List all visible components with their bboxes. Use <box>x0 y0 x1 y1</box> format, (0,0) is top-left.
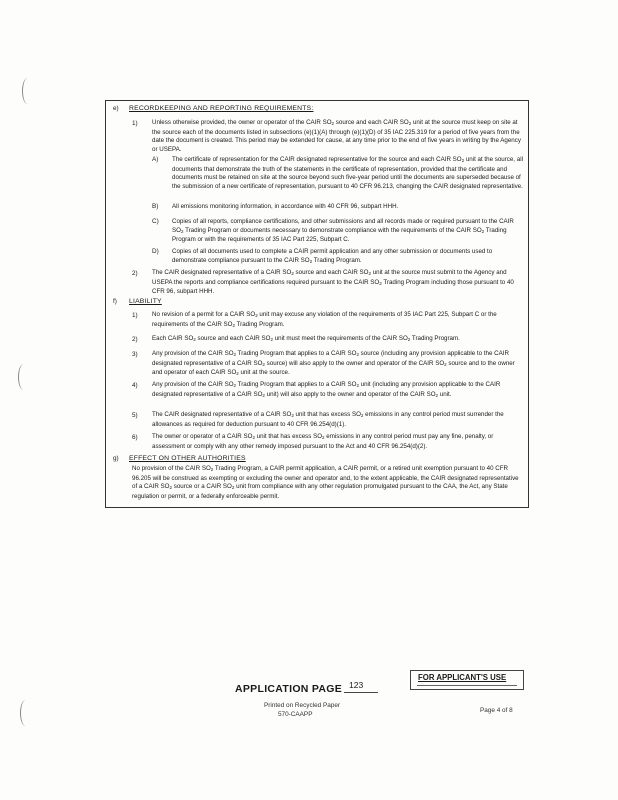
printed-on-recycled-paper: Printed on Recycled Paper <box>264 702 341 709</box>
section-f-item-5-text: The CAIR designated representative of a CAIR $SO_2$ unit that has excess $SO_2$ emissions in any control period must surrender the allowances as required for deduction pursuant to 40 CFR 96.254(d)(1). <box>152 411 504 428</box>
section-f-item-1-number: 1) <box>132 312 138 319</box>
section-f-item-1-text: No revision of a permit for a CAIR $SO_2$ unit may excuse any violation of the requirements of 35 IAC Part 225, Subpart C or the requirements of the CAIR $SO_2$ Trading Program. <box>152 311 497 328</box>
section-e-item-d-text: Copies of all documents used to complete a CAIR permit application and any other submission or documents used to demonstrate compliance pursuant to the CAIR $SO_2$ Trading Program. <box>172 248 493 264</box>
section-f-item-6-text: The owner or operator of a CAIR $SO_2$ unit that has excess $SO_2$ emissions in any control period must pay any fine, penalty, or assessment or comply with any other remedy imposed pursuant to the Act and 40 CFR 96.254(d)(2). <box>152 433 494 450</box>
section-e-item-b-text: All emissions monitoring information, in accordance with 40 CFR 96, subpart HHH. <box>172 203 399 210</box>
section-e-heading: RECORDKEEPING AND REPORTING REQUIREMENTS: <box>129 105 314 112</box>
for-applicant-use-label: FOR APPLICANT'S USE <box>418 673 507 682</box>
application-page-number-line <box>344 692 378 693</box>
scan-edge-mark <box>18 364 29 390</box>
section-e-label: e) <box>113 105 119 112</box>
form-code: 570-CAAPP <box>278 711 313 718</box>
section-e-item-d-label: D) <box>152 248 159 255</box>
section-g-label: g) <box>113 455 119 462</box>
scan-edge-mark <box>22 78 33 104</box>
application-page-number: 123 <box>349 680 364 690</box>
section-e-item-a-text: The certificate of representation for the CAIR designated representative for the source and each CAIR $SO_2$ unit at the source, all documents that demonstrate the truth of the statements in the certificate of representation, provided that the certificate and documents must be retained on site at the source beyond such five-year period until the documents are superseded because of the submission of a new certificate of representation, pursuant to 40 CFR 96.213, changing the CAIR designated representative. <box>172 156 523 190</box>
section-e-p1-text: Unless otherwise provided, the owner or operator of the CAIR $SO_2$ source and each CAIR $SO_2$ unit at the source must keep on site at the source each of the documents listed in subsections (e)(1)(A) through (e)(1)(D) of 35 IAC 225.319 for a period of five years from the date the document is created. This period may be extended for cause, at any time prior to the end of five years in writing by the Agency or USEPA. <box>152 119 521 153</box>
section-f-item-3-number: 3) <box>132 351 138 358</box>
section-g-text: No provision of the CAIR $SO_2$ Trading Program, a CAIR permit application, a CAIR permit, or a retired unit exemption pursuant to 40 CFR 96.205 will be construed as exempting or excluding the owner and operator and, to the extent applicable, the CAIR designated representative of a CAIR $SO_2$ source or a CAIR $SO_2$ unit from compliance with any other regulation promulgated pursuant to the CAA, the Act, any State regulation or permit, or a federally enforceable permit. <box>132 465 519 500</box>
for-applicant-use-box <box>410 670 524 690</box>
section-e-item-b-label: B) <box>152 203 159 210</box>
section-e-item-a-label: A) <box>152 156 159 163</box>
scan-edge-mark <box>20 700 31 726</box>
section-f-item-3-text: Any provision of the CAIR $SO_2$ Trading Program that applies to a CAIR $SO_2$ source (including any provision applicable to the CAIR designated representative of a CAIR $SO_2$ source) will also apply to the owner and operator of the CAIR $SO_2$ source and to the owner and operator of each CAIR $SO_2$ unit at the source. <box>152 350 515 377</box>
section-e-item-c-label: C) <box>152 218 159 225</box>
section-f-item-4-text: Any provision of the CAIR $SO_2$ Trading Program that applies to a CAIR $SO_2$ unit (including any provision applicable to the CAIR designated representative of a CAIR $SO_2$ unit) will also apply to the owner and operator of the CAIR $SO_2$ unit. <box>152 381 501 398</box>
section-f-item-5-number: 5) <box>132 412 138 419</box>
section-f-label: f) <box>113 298 117 305</box>
section-f-item-6-number: 6) <box>132 434 138 441</box>
section-g-heading: EFFECT ON OTHER AUTHORITIES <box>129 455 246 462</box>
application-page-label: APPLICATION PAGE <box>235 683 343 695</box>
for-applicant-use-line <box>417 685 517 686</box>
section-e-p1-number: 1) <box>132 120 138 127</box>
section-e-p2-number: 2) <box>132 270 138 277</box>
section-f-item-2-number: 2) <box>132 336 138 343</box>
section-e-p2-text: The CAIR designated representative of a CAIR $SO_2$ source and each CAIR $SO_2$ unit at the source must submit to the Agency and USEPA the reports and compliance certifications required pursuant to the CAIR $SO_2$ Trading Program including those pursuant to 40 CFR 96, subpart HHH. <box>152 269 514 296</box>
page-of: Page 4 of 8 <box>480 707 513 714</box>
section-f-item-2-text: Each CAIR $SO_2$ source and each CAIR $SO_2$ unit must meet the requirements of the CAIR $SO_2$ Trading Program. <box>152 335 460 342</box>
section-f-heading: LIABILITY <box>129 298 162 305</box>
section-f-item-4-number: 4) <box>132 382 138 389</box>
section-e-item-c-text: Copies of all reports, compliance certifications, and other submissions and all records made or required pursuant to the CAIR $SO_2$ Trading Program or documents necessary to demonstrate compliance with the requirements of the CAIR $SO_2$ Trading Program or with the requirements of 35 IAC Part 225, Subpart C. <box>172 218 514 244</box>
